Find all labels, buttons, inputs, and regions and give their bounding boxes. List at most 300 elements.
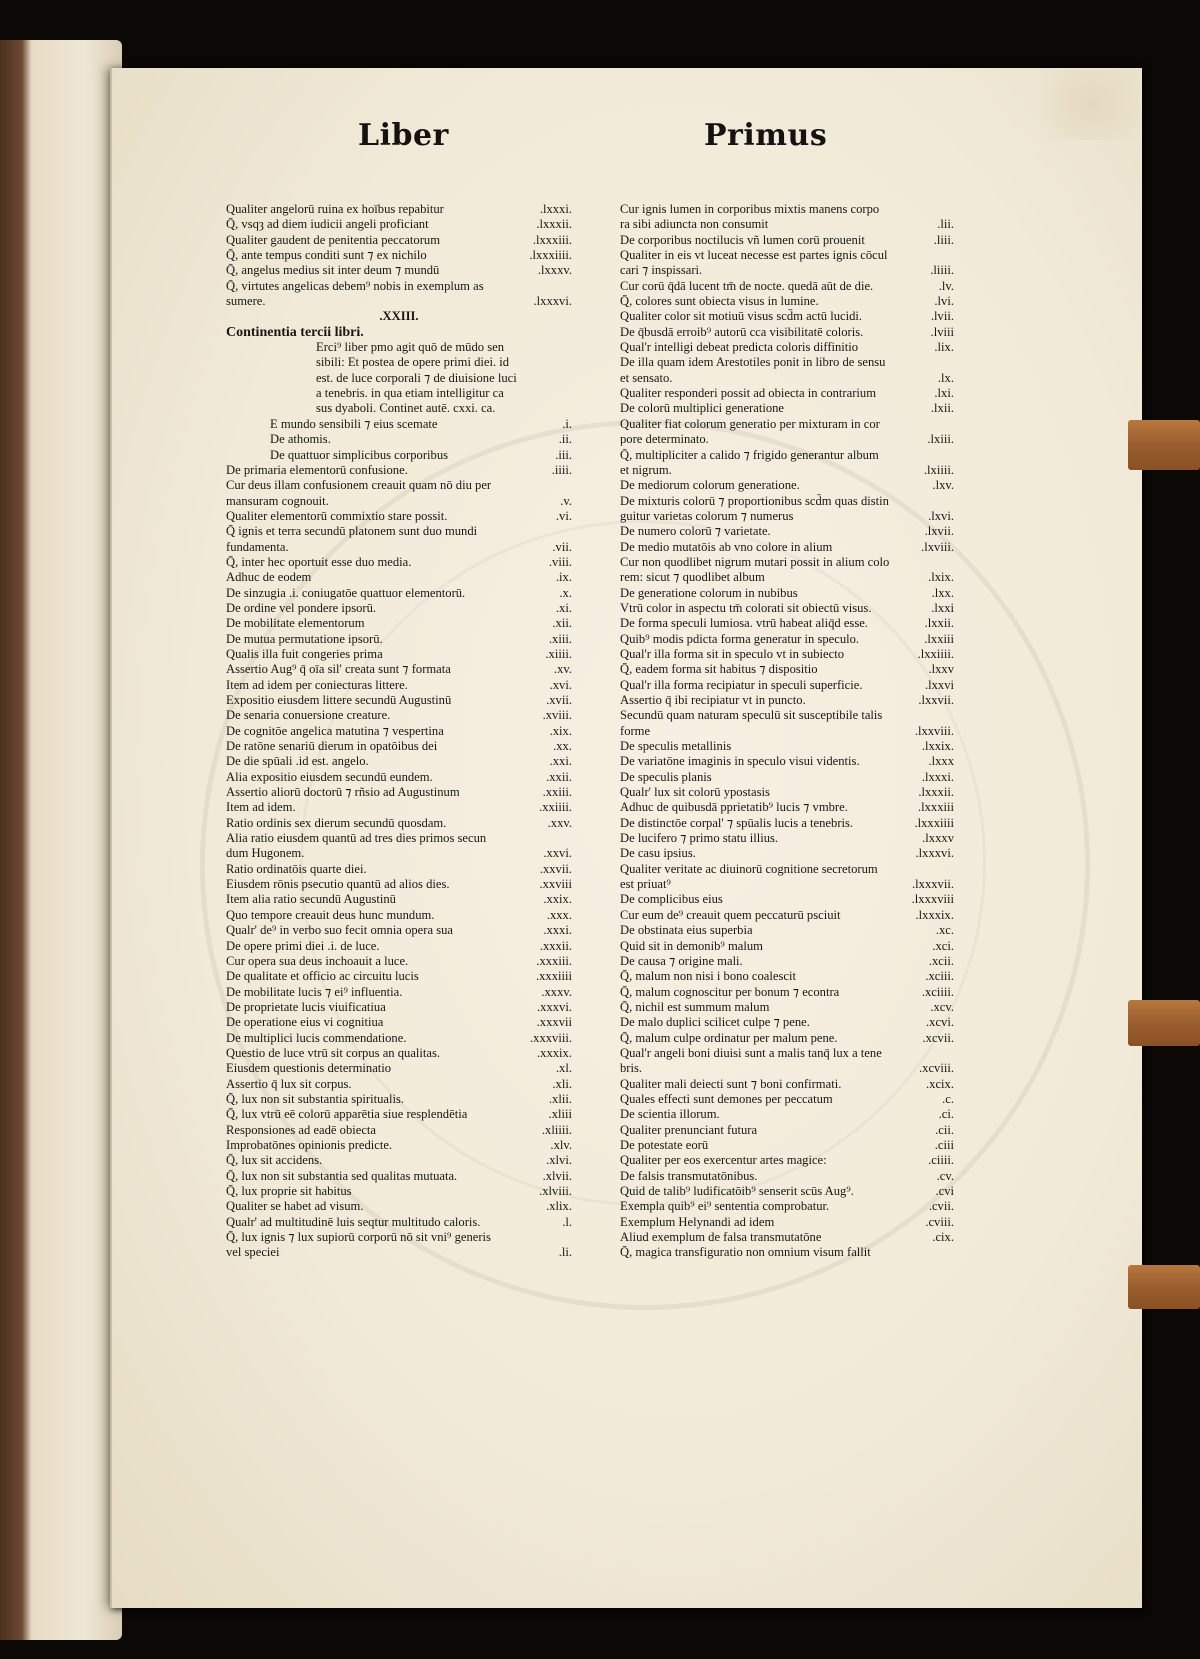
toc-entry (620, 463, 954, 478)
toc-entry-text: Vtrū color in aspectu tm̄ colorati sit obiectū visus. (620, 600, 872, 615)
toc-entry (620, 217, 954, 232)
chapter-number: .xcix. (926, 1076, 954, 1091)
chapter-number: .xxiii. (542, 785, 572, 800)
chapter-number: .xlvii. (542, 1168, 572, 1183)
toc-entry (226, 417, 572, 432)
toc-entry-text: est. de luce corporali ⁊ de diuisione luci (316, 370, 517, 385)
toc-entry (226, 494, 572, 509)
toc-entry-text: De malo duplici scilicet culpe ⁊ pene. (620, 1015, 810, 1030)
chapter-number: .lxviii. (921, 539, 954, 554)
toc-entry (226, 1153, 572, 1168)
toc-entry (226, 846, 572, 861)
toc-entry (620, 509, 954, 524)
chapter-number: .l. (562, 1214, 572, 1229)
chapter-number: .x. (559, 585, 572, 600)
toc-entry-text: Q̄, angelus medius sit inter deum ⁊ mundū (226, 263, 440, 278)
toc-entry (620, 340, 954, 355)
chapter-number: .xli. (552, 1076, 572, 1091)
toc-entry-text: Q̄, lux sit accidens. (226, 1153, 323, 1168)
toc-entry-text: Q̄, malum culpe ordinatur per malum pene. (620, 1030, 838, 1045)
chapter-number: .lxxv (928, 662, 954, 677)
toc-entry-text: Q̄, virtutes angelicas debem⁹ nobis in exemplum as (226, 278, 484, 293)
chapter-number: .lxxii. (924, 616, 954, 631)
chapter-number: .lxv. (932, 478, 954, 493)
toc-entry (620, 1046, 954, 1061)
toc-entry (226, 1061, 572, 1076)
toc-entry-text: De mobilitate lucis ⁊ ei⁹ influentia. (226, 984, 403, 999)
toc-entry (226, 939, 572, 954)
toc-entry-text: De speculis planis (620, 769, 712, 784)
toc-entry-text: De quattuor simplicibus corporibus (270, 447, 449, 462)
toc-entry-text: Alia ratio eiusdem quantū ad tres dies primos secun (226, 831, 487, 846)
toc-entry (226, 739, 572, 754)
toc-entry (620, 1215, 954, 1230)
toc-entry-text: mansuram cognouit. (226, 493, 329, 508)
chapter-number: .xxvi. (543, 846, 572, 861)
toc-entry-text: sibili: Et postea de opere primi diei. id (316, 355, 510, 370)
chapter-number: .lxxxvi. (533, 294, 572, 309)
toc-entry-text: fundamenta. (226, 539, 289, 554)
chapter-number: .cvi (935, 1184, 954, 1198)
toc-entry (226, 985, 572, 1000)
toc-entry-text: Q̄, magica transfiguratio non omnium visum fallit (620, 1245, 871, 1260)
toc-entry (620, 770, 954, 785)
chapter-number: .lxxxvi. (915, 846, 954, 861)
toc-entry (226, 1123, 572, 1138)
toc-entry (226, 662, 572, 677)
chapter-number: .xvi. (549, 677, 572, 692)
chapter-number: .xviii. (542, 708, 572, 723)
chapter-number: .liii. (933, 232, 954, 247)
toc-entry (226, 1015, 572, 1030)
toc-entry-text: De mutua permutatione ipsorū. (226, 631, 383, 646)
toc-entry (226, 570, 572, 585)
toc-entry-text: Q̄, malum cognoscitur per bonum ⁊ econtra (620, 984, 840, 999)
chapter-number: .cvii. (928, 1199, 954, 1214)
toc-entry-text: E mundo sensibili ⁊ eius scemate (270, 416, 438, 431)
toc-entry (620, 754, 954, 769)
toc-entry (226, 1046, 572, 1061)
chapter-number: .ii. (558, 432, 572, 447)
chapter-number: .xiii. (548, 631, 572, 646)
chapter-number: .c. (942, 1091, 954, 1106)
chapter-number: .xxxix. (537, 1045, 572, 1060)
toc-entry-text: et sensato. (620, 370, 673, 385)
toc-entry-text: De proprietate lucis viuificatiua (226, 999, 386, 1014)
toc-entry (620, 892, 954, 907)
toc-entry (620, 908, 954, 923)
toc-entry-text: vel speciei (226, 1245, 280, 1260)
toc-entry-text: De variatōne imaginis in speculo visui videntis. (620, 754, 860, 769)
toc-entry (226, 478, 572, 493)
toc-entry-text: Cur corū q̄dā lucent tm̄ de nocte. quedā aūt de die. (620, 278, 874, 293)
toc-entry (226, 263, 572, 278)
toc-entry-text: De athomis. (270, 432, 331, 447)
chapter-number: .xxxvi. (537, 999, 572, 1014)
toc-entry (226, 708, 572, 723)
toc-entry-text: Assertio Aug⁹ q̄ oīa sil' creata sunt ⁊ formata (226, 662, 451, 677)
toc-entry-text: Qualr' de⁹ in verbo suo fecit omnia opera sua (226, 923, 453, 938)
toc-entry (620, 678, 954, 693)
chapter-number: .lxxxiiii. (529, 248, 572, 263)
toc-entry (620, 1153, 954, 1168)
toc-entry (620, 693, 954, 708)
right-column (620, 202, 954, 1261)
toc-entry-text: Assertio q̄ lux sit corpus. (226, 1076, 352, 1091)
toc-entry (620, 969, 954, 984)
toc-entry (620, 386, 954, 401)
toc-entry (226, 754, 572, 769)
chapter-number: .cix. (932, 1230, 954, 1245)
toc-entry-text: De illa quam idem Arestotiles ponit in libro de sensu (620, 355, 886, 370)
toc-entry (226, 1138, 572, 1153)
running-header-left: Liber (358, 118, 449, 153)
toc-entry (226, 325, 572, 340)
chapter-number: .xx. (553, 739, 572, 754)
chapter-number: .ciiii. (928, 1153, 954, 1168)
toc-entry-text: Qual'r illa forma sit in speculo vt in subiecto (620, 646, 845, 661)
chapter-number: .lv. (938, 278, 954, 293)
chapter-number: .xxvii. (539, 861, 572, 876)
toc-entry-text: Quib⁹ modis pdicta forma generatur in speculo. (620, 631, 860, 646)
chapter-number: .xxx. (546, 907, 572, 922)
chapter-number: .xxxii. (539, 938, 572, 953)
toc-entry (226, 908, 572, 923)
chapter-number: .lxxxii. (918, 785, 954, 800)
toc-entry (620, 647, 954, 662)
toc-entry (620, 432, 954, 447)
toc-entry-text: De potestate eorū (620, 1137, 709, 1152)
toc-entry-text: Qualiter responderi possit ad obiecta in contrarium (620, 386, 876, 401)
toc-entry (226, 248, 572, 263)
toc-entry (620, 401, 954, 416)
toc-entry-text: Improbatōnes opinionis predicte. (226, 1137, 393, 1152)
chapter-number: .lxxx (928, 754, 954, 769)
toc-entry-text: Q̄, lux proprie sit habitus (226, 1184, 352, 1198)
toc-entry (226, 1169, 572, 1184)
chapter-number: .cviii. (925, 1214, 954, 1229)
chapter-number: .xxviii (539, 877, 572, 892)
chapter-number: .lxx. (931, 585, 954, 600)
chapter-number: .lxix. (928, 570, 954, 585)
toc-entry (620, 1199, 954, 1214)
chapter-number: .lxxxiiii (914, 815, 954, 830)
toc-entry (226, 923, 572, 938)
toc-entry-text: De corporibus noctilucis vñ lumen corū prouenit (620, 232, 865, 247)
toc-entry-text: De sinzugia .i. coniugatōe quattuor elementorū. (226, 585, 466, 600)
toc-entry-text: Quid de talib⁹ ludificatōib⁹ senserit scūs Aug⁹. (620, 1184, 854, 1198)
toc-entry (620, 325, 954, 340)
toc-entry-text: Item alia ratio secundū Augustinū (226, 892, 396, 907)
toc-entry (620, 1107, 954, 1122)
chapter-number: .lxxxii. (536, 217, 572, 232)
toc-entry-text: Cur eum de⁹ creauit quem peccaturū psciuit (620, 907, 841, 922)
chapter-number: .lxvii. (924, 524, 954, 539)
toc-entry-text: Cur non quodlibet nigrum mutari possit in alium colo (620, 554, 890, 569)
toc-entry-text: Q̄, malum non nisi i bono coalescit (620, 969, 796, 984)
chapter-number: .xxxvii (536, 1015, 572, 1030)
toc-entry-text: Qual'r intelligi debeat predicta coloris diffinitio (620, 340, 859, 355)
toc-entry-text: De qualitate et officio ac circuitu lucis (226, 969, 419, 984)
chapter-number: .lix. (934, 340, 954, 355)
chapter-number: .xcvi. (926, 1015, 954, 1030)
toc-entry-text: Q̄, lux ignis ⁊ lux supiorū corporū nō sit vni⁹ generis (226, 1230, 491, 1245)
toc-entry (226, 463, 572, 478)
chapter-number: .xv. (553, 662, 572, 677)
toc-entry-text: Q̄, multipliciter a calido ⁊ frigido generantur album (620, 447, 879, 462)
toc-entry-text: Q̄ ignis et terra secundū platonem sunt duo mundi (226, 524, 478, 539)
toc-entry-text: De casu ipsius. (620, 846, 696, 861)
toc-entry-text: Eiusdem rōnis psecutio quantū ad alios dies. (226, 877, 450, 892)
toc-entry (226, 448, 572, 463)
toc-entry (226, 217, 572, 232)
chapter-number: .xiiii. (545, 646, 572, 661)
toc-entry (620, 831, 954, 846)
toc-entry-text: Qualr' lux sit colorū ypostasis (620, 785, 770, 800)
toc-entry (226, 294, 572, 309)
chapter-number: .lxxxv (922, 831, 954, 846)
toc-entry (620, 555, 954, 570)
toc-entry-text: De cognitōe angelica matutina ⁊ vespertina (226, 723, 444, 738)
chapter-number: .lxxxvii. (912, 877, 954, 892)
toc-entry-text: De obstinata eius superbia (620, 923, 753, 938)
chapter-number: .xliiii. (541, 1122, 572, 1137)
chapter-number: .xii. (552, 616, 572, 631)
left-page-edge (0, 40, 122, 1640)
toc-entry-text: Assertio aliorū doctorū ⁊ rñsio ad Augustinum (226, 785, 460, 800)
chapter-number: .lxiii. (927, 432, 954, 447)
toc-entry (620, 800, 954, 815)
toc-entry (226, 616, 572, 631)
toc-entry-text: Qualiter se habet ad visum. (226, 1199, 364, 1214)
toc-entry-text: De complicibus eius (620, 892, 723, 907)
chapter-number: .lxxxi. (921, 769, 954, 784)
chapter-number: .xcviii. (919, 1061, 954, 1076)
toc-entry (620, 954, 954, 969)
chapter-number: .xcvii. (922, 1030, 954, 1045)
toc-entry-text: Adhuc de quibusdā pprietatib⁹ lucis ⁊ vmbre. (620, 800, 848, 815)
toc-entry (620, 1015, 954, 1030)
toc-entry (226, 340, 572, 355)
toc-entry (226, 309, 572, 324)
chapter-number: .xi. (555, 600, 572, 615)
toc-entry (226, 1092, 572, 1107)
chapter-number: .xxxiiii (535, 969, 572, 984)
chapter-number: .xxxv. (541, 984, 572, 999)
chapter-number: .xc. (935, 923, 954, 938)
toc-entry (226, 693, 572, 708)
toc-entry (226, 586, 572, 601)
toc-entry (620, 540, 954, 555)
toc-entry (620, 985, 954, 1000)
chapter-number: .xl. (555, 1061, 572, 1076)
toc-entry (226, 1184, 572, 1199)
chapter-number: .xxxiii. (536, 953, 572, 968)
toc-entry (620, 846, 954, 861)
left-column (226, 202, 572, 1261)
chapter-number: .iii. (555, 447, 572, 462)
toc-entry-text: De colorū multiplici generatione (620, 401, 785, 416)
toc-entry (620, 202, 954, 217)
toc-entry-text: Q̄, lux non sit substantia spiritualis. (226, 1091, 405, 1106)
toc-entry-text: cari ⁊ inspissari. (620, 263, 703, 278)
chapter-number: .xxix. (543, 892, 572, 907)
toc-entry (226, 540, 572, 555)
toc-entry-text: Assertio q̄ ibi recipiatur vt in puncto. (620, 693, 806, 707)
chapter-number: .xci. (932, 938, 954, 953)
toc-entry-text: Cur deus illam confusionem creauit quam nō diu per (226, 478, 492, 493)
toc-entry (226, 1000, 572, 1015)
toc-entry-text: Secundū quam naturam speculū sit susceptibile talis (620, 708, 883, 723)
toc-entry-text: Exempla quib⁹ ei⁹ sententia comprobatur. (620, 1199, 830, 1214)
toc-entry-text: Q̄, nichil est summum malum (620, 999, 770, 1014)
toc-entry (620, 586, 954, 601)
toc-entry (226, 785, 572, 800)
toc-entry (620, 1031, 954, 1046)
chapter-number: .lxxvi (924, 677, 954, 692)
toc-entry (226, 954, 572, 969)
toc-entry (226, 233, 572, 248)
toc-entry (620, 355, 954, 370)
toc-entry-text: De primaria elementorū confusione. (226, 462, 408, 477)
toc-entry (226, 678, 572, 693)
toc-entry (226, 1215, 572, 1230)
chapter-number: .li. (558, 1245, 572, 1260)
toc-entry (226, 601, 572, 616)
toc-entry-text: De ratōne senariū dierum in opatōibus dei (226, 739, 438, 754)
chapter-number: .xxi. (549, 754, 572, 769)
toc-entry-text: De mixturis colorū ⁊ proportionibus scd̄m quas distin (620, 493, 889, 508)
toc-entry-text: Qualiter elementorū commixtio stare possit. (226, 508, 448, 523)
toc-entry (226, 1245, 572, 1260)
toc-entry (620, 248, 954, 263)
toc-entry (226, 892, 572, 907)
leather-tab (1128, 1000, 1200, 1046)
toc-entry (620, 279, 954, 294)
toc-entry (620, 1230, 954, 1245)
toc-entry-text: Qualiter in eis vt luceat necesse est partes ignis cōcul (620, 248, 888, 263)
toc-entry (620, 708, 954, 723)
chapter-number: .xxii. (546, 769, 572, 784)
toc-entry (620, 877, 954, 892)
toc-entry-text: Alia expositio eiusdem secundū eundem. (226, 769, 433, 784)
toc-entry-text: De operatione eius vi cognitiua (226, 1015, 384, 1030)
toc-entry (620, 294, 954, 309)
toc-entry-text: rem: sicut ⁊ quodlibet album (620, 570, 765, 585)
toc-entry (620, 601, 954, 616)
toc-entry-text: Qualiter prenunciant futura (620, 1122, 758, 1137)
toc-entry (226, 432, 572, 447)
toc-entry-text: Qualiter angelorū ruina ex hoībus repabitur (226, 202, 444, 216)
chapter-number: .lxii. (930, 401, 954, 416)
toc-entry (226, 524, 572, 539)
toc-entry-text: Item ad idem per coniecturas littere. (226, 677, 408, 692)
toc-entry (620, 1061, 954, 1076)
toc-entry-text: Q̄, inter hec oportuit esse duo media. (226, 554, 412, 569)
toc-entry-text: De forma speculi lumiosa. vtrū habeat aliq̄d esse. (620, 616, 868, 631)
toc-entry (226, 371, 572, 386)
chapter-number: .lxiiii. (923, 462, 954, 477)
toc-entry (620, 233, 954, 248)
toc-entry (620, 478, 954, 493)
toc-entry-text: De opere primi diei .i. de luce. (226, 938, 380, 953)
chapter-number: .xvii. (546, 693, 572, 707)
toc-entry-text: De lucifero ⁊ primo statu illius. (620, 831, 779, 846)
toc-entry-text: Qualiter color sit motiuū visus scd̄m actū lucidi. (620, 309, 863, 324)
toc-entry (226, 862, 572, 877)
chapter-number: .lviii (930, 324, 954, 339)
chapter-number: .xxiiii. (539, 800, 572, 815)
chapter-number: .lvi. (934, 294, 954, 309)
toc-entry (620, 939, 954, 954)
toc-entry (620, 1169, 954, 1184)
toc-entry-text: Qualiter gaudent de penitentia peccatorum (226, 232, 441, 247)
toc-entry (620, 816, 954, 831)
toc-entry (620, 570, 954, 585)
toc-entry (226, 1199, 572, 1214)
chapter-number: .xxxi. (543, 923, 572, 938)
chapter-number: .lxxvii. (918, 693, 954, 707)
toc-entry-text: Eiusdem questionis determinatio (226, 1061, 392, 1076)
toc-entry-text: Qualis illa fuit congeries prima (226, 646, 383, 661)
toc-entry-text: Q̄, colores sunt obiecta visus in lumine. (620, 294, 819, 309)
toc-entry-text: et nigrum. (620, 462, 672, 477)
chapter-number: .xlvi. (546, 1153, 572, 1168)
chapter-number: .cii. (935, 1122, 954, 1137)
toc-entry-text: sumere. (226, 294, 266, 309)
chapter-number: .lxxi (931, 600, 954, 615)
toc-entry (620, 494, 954, 509)
chapter-number: .lxxiii (924, 631, 954, 646)
toc-entry-text: Qualr' ad multitudinē luis seqtur multitudo caloris. (226, 1214, 481, 1229)
chapter-number: .lii. (937, 217, 954, 232)
chapter-number: .viii. (548, 554, 572, 569)
toc-entry (226, 355, 572, 370)
toc-entry-text: Qual'r angeli boni diuisi sunt a malis tanq̄ lux a tene (620, 1045, 882, 1060)
toc-entry-text: Qualiter per eos exercentur artes magice: (620, 1153, 827, 1168)
toc-entry-text: Q̄, lux non sit substantia sed qualitas mutuata. (226, 1168, 458, 1183)
toc-entry-text: Cur ignis lumen in corporibus mixtis manens corpo (620, 202, 880, 216)
toc-entry (620, 724, 954, 739)
toc-entry (226, 202, 572, 217)
toc-entry-text: Qualiter mali deiecti sunt ⁊ boni confirmati. (620, 1076, 842, 1091)
chapter-number: .xlv. (550, 1137, 572, 1152)
toc-entry-text: Exemplum Helynandi ad idem (620, 1214, 775, 1229)
toc-entry-text: De causa ⁊ origine mali. (620, 953, 743, 968)
chapter-number: .i. (562, 416, 572, 431)
toc-entry-text: Ratio ordinatōis quarte diei. (226, 861, 367, 876)
running-header-right: Primus (704, 118, 828, 153)
leather-tab (1128, 1265, 1200, 1309)
toc-entry (226, 831, 572, 846)
toc-entry-text: Adhuc de eodem (226, 570, 312, 585)
chapter-number: .lxxxviii (911, 892, 954, 907)
chapter-number: .lxxviii. (914, 723, 954, 738)
chapter-number: .xciii. (925, 969, 954, 984)
toc-entry-text: .XXIII. (379, 309, 419, 324)
toc-entry-text: Qualiter fiat colorum generatio per mixturam in cor (620, 416, 880, 431)
toc-entry-text: Cur opera sua deus inchoauit a luce. (226, 953, 409, 968)
toc-entry-text: De senaria conuersione creature. (226, 708, 391, 723)
chapter-number: .v. (560, 493, 572, 508)
chapter-number: .xlii. (548, 1091, 572, 1106)
toc-entry (226, 770, 572, 785)
toc-entry (226, 632, 572, 647)
toc-entry-text: De numero colorū ⁊ varietate. (620, 524, 771, 539)
toc-entry-text: Expositio eiusdem littere secundū Augustinū (226, 693, 452, 707)
toc-entry-text: De mobilitate elementorum (226, 616, 365, 631)
chapter-number: .vi. (555, 508, 572, 523)
